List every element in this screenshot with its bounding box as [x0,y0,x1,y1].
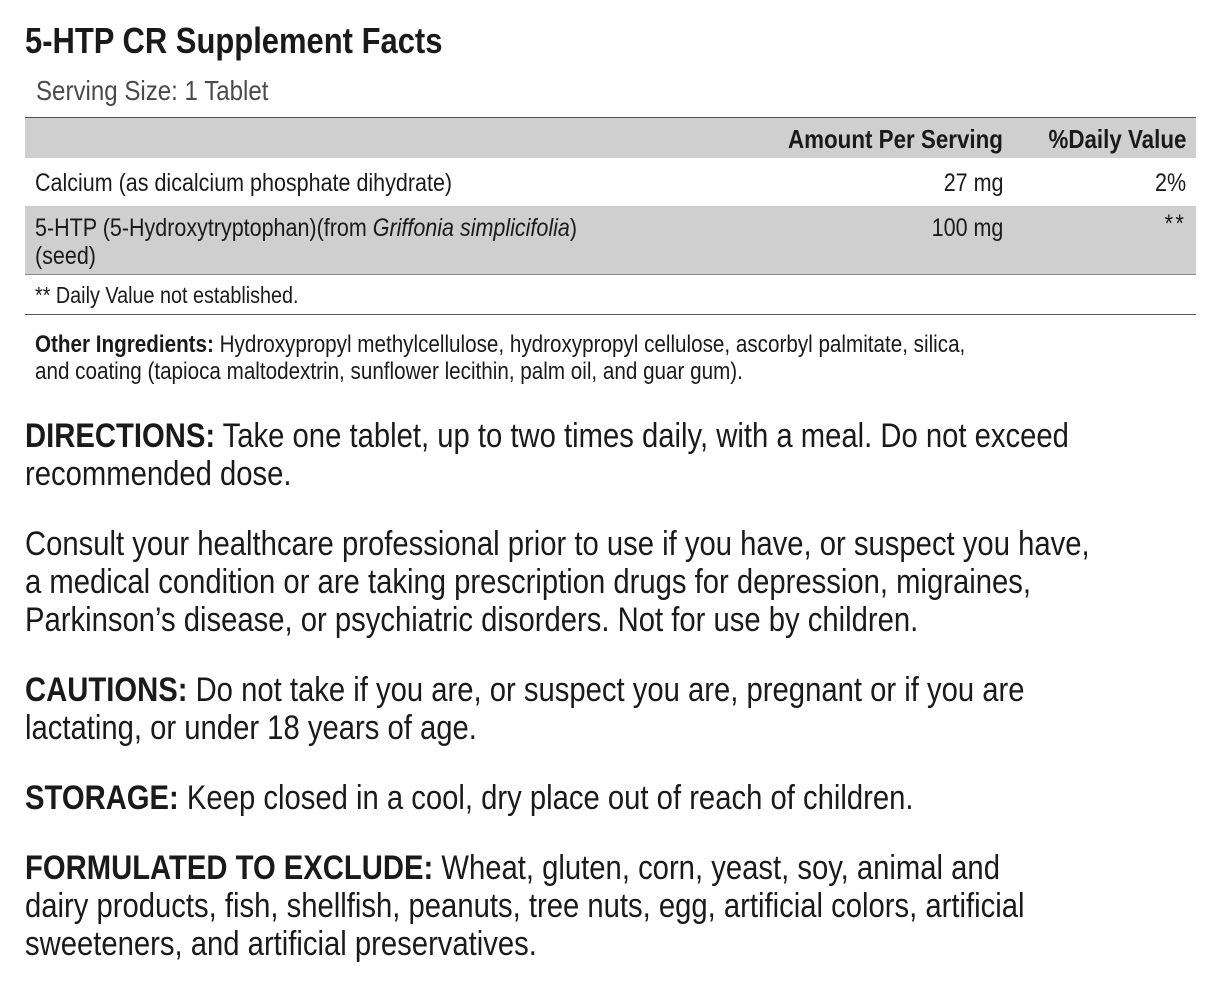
directions-label: DIRECTIONS: [25,417,216,455]
cautions-text1: Do not take if you are, or suspect you are, pregnant or if you are [187,671,1025,709]
exclude-line1 [25,849,1040,887]
ingredient-species: Griffonia simplicifolia [372,214,570,242]
table-header-row [25,118,1196,158]
cautions-line2: lactating, or under 18 years of age. [25,709,477,747]
other-ingredients-text1: Hydroxypropyl methylcellulose, hydroxypropyl cellulose, ascorbyl palmitate, silica, [213,331,966,358]
ingredient-daily-value [1150,169,1186,198]
exclude-text1: Wheat, gluten, corn, yeast, soy, animal and [433,849,1000,887]
ingredient-amount [934,169,1003,198]
ingredient-name [35,214,665,270]
table-footnote [35,282,341,309]
cautions-section [25,671,1205,747]
ingredient-amount-text: 100 mg [931,214,1003,242]
storage-label: STORAGE: [25,779,179,817]
ingredient-amount [920,214,1003,243]
directions-text1: Take one tablet, up to two times daily, with a meal. Do not exceed [215,417,1069,455]
other-ingredients-line1 [35,331,1015,358]
directions-line2: recommended dose. [25,455,292,493]
header-daily-value-text: %Daily Value [1048,124,1186,154]
cautions-line1 [25,671,1040,709]
consult-line3: Parkinson’s disease, or psychiatric disorders. Not for use by children. [25,601,919,639]
table-row [25,158,1196,206]
header-amount-text: Amount Per Serving [788,124,1003,154]
consult-line1: Consult your healthcare professional prior to use if you have, or suspect you have, [25,525,1090,563]
serving-size-text: Serving Size: 1 Tablet [36,75,269,106]
ingredient-name-text: Calcium (as dicalcium phosphate dihydrate) [35,169,453,197]
exclude-section [25,849,1205,963]
other-ingredients-line2: and coating (tapioca maltodextrin, sunflower lecithin, palm oil, and guar gum). [35,358,743,385]
table-row [25,206,1196,274]
exclude-label: FORMULATED TO EXCLUDE: [25,849,434,887]
table-footnote-row [25,274,1196,314]
supplement-facts-table [25,117,1196,315]
cautions-label: CAUTIONS: [25,671,188,709]
other-ingredients-label: Other Ingredients: [35,331,214,358]
ingredient-daily-value-text: ** [1164,210,1186,238]
exclude-line2: dairy products, fish, shellfish, peanuts, tree nuts, egg, artificial colors, artificial [25,887,1025,925]
other-ingredients [35,331,1175,385]
label-title-text: 5-HTP CR Supplement Facts [25,20,443,61]
ingredient-name-suffix: ) [569,214,578,242]
directions-section [25,417,1205,493]
storage-text1: Keep closed in a cool, dry place out of reach of children. [178,779,914,817]
exclude-line3: sweeteners, and artificial preservatives. [25,925,537,963]
storage-section [25,779,1205,817]
storage-line1 [25,779,1040,817]
ingredient-daily-value-text: 2% [1154,169,1186,197]
ingredient-name [35,169,520,197]
header-daily-value [1026,124,1186,155]
directions-line1 [25,417,1069,455]
table-footnote-text: ** Daily Value not established. [35,282,299,308]
ingredient-name-line1 [35,214,577,242]
ingredient-name-line2: (seed) [35,242,96,270]
ingredient-name-prefix: 5-HTP (5-Hydroxytryptophan)(from [35,214,373,242]
consult-line2: a medical condition or are taking prescription drugs for depression, migraines, [25,563,1032,601]
ingredient-daily-value [1161,210,1186,239]
label-title [25,20,510,62]
serving-size [36,75,306,107]
ingredient-amount-text: 27 mg [943,169,1003,197]
consult-section [25,525,1205,639]
header-amount-per-serving [753,124,1003,155]
